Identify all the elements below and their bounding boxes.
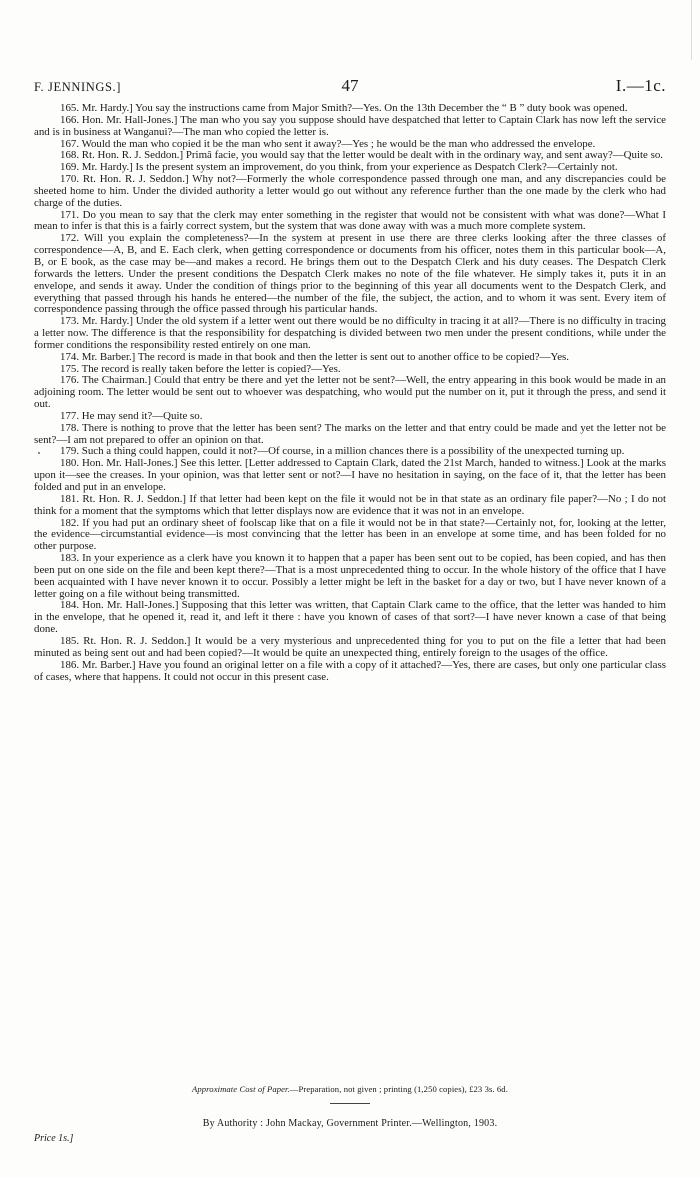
paragraph-171: 171. Do you mean to say that the clerk may enter something in the register that would not be consistent with what was done?—What I mean to infer is that this is a fairly correct system, but the system that was done away with was a much more complete system. — [34, 208, 666, 233]
page-edge — [691, 0, 700, 60]
paragraph-184: 184. Hon. Mr. Hall-Jones.] Supposing that this letter was written, that Captain Clark came to the office, that the letter was handed to him in the envelope, that he opened it, read it, and left it there : have you known of cases of that sort?—I have never known a case of that being done. — [34, 599, 666, 636]
paragraph-185: 185. Rt. Hon. R. J. Seddon.] It would be a very mysterious and unprecedented thing for you to put on the file a letter that had been minuted as being sent out and had been copied?—It would be quite an unexpected thing, entirely foreign to the usages of the office. — [34, 634, 666, 659]
paragraph-175: 175. The record is really taken before the letter is copied?—Yes. — [60, 362, 341, 375]
paper-reference: I.—1c. — [615, 76, 666, 95]
paragraph-180: 180. Hon. Mr. Hall-Jones.] See this letter. [Letter addressed to Captain Clark, dated the 21st March, handed to witness.] Look at the marks upon it—see the creases. In your opinion, was that letter sent or not?—I have no hesitation in saying, on the face of it, that the letter has been folded and put in an envelope. — [34, 457, 666, 493]
cost-label: Approximate Cost of Paper. — [192, 1084, 290, 1094]
page-number: 47 — [341, 76, 359, 95]
paragraph-173: 173. Mr. Hardy.] Under the old system if a letter went out there would be no difficulty in tracing it at all?—There is no difficulty in tracing a letter now. The difference is that the responsibility for despatching is divided between two men under the present conditions, while under the former conditions the responsibility rested entirely on one man. — [34, 315, 666, 351]
paragraph-182: 182. If you had put an ordinary sheet of foolscap like that on a file it would not be in that state?—Certainly not, for, looking at the letter, the evidence—circumstantial evidence—is most convincing that the letter has been in an envelope at some time, and has been folded for no other purpose. — [34, 516, 666, 553]
paragraph-168: 168. Rt. Hon. R. J. Seddon.] Primâ facie, you would say that the letter would be dealt with in the ordinary way, and sent away?—Quite so. — [60, 149, 663, 162]
paragraph-169: 169. Mr. Hardy.] Is the present system an improvement, do you think, from your experience as Despatch Clerk?—Certainly not. — [60, 161, 618, 174]
paragraph-172: 172. Will you explain the completeness?—In the system at present in use there are three clerks looking after the three classes of correspondence—A, B, and E. Each clerk, when getting correspondence or documents from his officer, notes them in this particular book—A, B, or E book, as the case may be—and makes a record. He brings them out to the Despatch Clerk and his duty ceases. The Despatch Clerk forwards the letters. Under the present conditions the Despatch Clerk makes no note of the file whatever. He simply takes it, puts it in an envelope, and sends it away. Under the condition of things prior to the beginning of this year all documents went to the Despatch Clerk, and everything that passed through his hands he entered—the number of the file, the subject, the action, and to whom it was sent. Every item of correspondence passing through the office passed through his particular hands. — [34, 232, 666, 316]
paragraph-178: 178. There is nothing to prove that the letter has been sent? The marks on the letter and that entry could be made and yet the letter not be sent?—I am not prepared to offer an opinion on that. — [34, 421, 666, 446]
paragraph-181: 181. Rt. Hon. R. J. Seddon.] If that letter had been kept on the file it would not be in that state as an ordinary file paper?—No ; I do not think for a moment that the symptoms which that letter displays now are evidence that it was not in an envelope. — [34, 492, 666, 517]
paragraph-174: 174. Mr. Barber.] The record is made in that book and then the letter is sent out to another office to be copied?—Yes. — [60, 350, 570, 363]
price-note: Price 1s.] — [34, 1133, 74, 1144]
paragraph-179: 179. Such a thing could happen, could it not?—Of course, in a million chances there is a possibility of the unexpected turning up. — [60, 445, 625, 458]
paragraph-177: 177. He may send it?—Quite so. — [60, 409, 203, 422]
paragraph-176: 176. The Chairman.] Could that entry be there and yet the letter not be sent?—Well, the entry appearing in this book would be made in an adjoining room. The letter would be sent out to whoever was despatching, who would put the number on it, put it through the press, and send it out. — [34, 374, 666, 411]
paragraph-167: 167. Would the man who copied it be the man who sent it away?—Yes ; he would be the man who addressed the envelope. — [60, 137, 596, 150]
paragraph-170: 170. Rt. Hon. R. J. Seddon.] Why not?—Formerly the whole correspondence passed through one man, and any discrepancies could be sheeted home to him. Under the divided authority a letter would go out without any reference further than the one made by the clerk who had charge of the duties. — [34, 173, 666, 209]
footer-divider — [330, 1103, 370, 1104]
printer-authority: By Authority : John Mackay, Government Printer.—Wellington, 1903. — [202, 1118, 498, 1129]
witness-name: F. JENNINGS.] — [34, 80, 122, 94]
paragraph-183: 183. In your experience as a clerk have you known it to happen that a paper has been sent out to be copied, has been copied, and has then been put on one side on the file and been kept there?—That is a most unprecedented thing to occur. In the whole history of the office that I have been acquainted with I have never known it to occur. Possibly a letter might be left in the basket for a day or two, but I have never known of a letter going on a file without being transmitted. — [34, 552, 666, 600]
paragraph-186: 186. Mr. Barber.] Have you found an original letter on a file with a copy of it attached?—Yes, there are cases, but only one particular class of cases, where that happens. It could not occur in this present case. — [34, 658, 666, 683]
paragraph-165: 165. Mr. Hardy.] You say the instructions came from Major Smith?—Yes. On the 13th December the “ B ” duty book was opened. — [60, 102, 628, 114]
cost-note — [0, 1084, 700, 1094]
cost-text: —Preparation, not given ; printing (1,250 copies), £23 3s. 6d. — [289, 1084, 508, 1094]
page-header — [34, 76, 666, 100]
paragraph-166: 166. Hon. Mr. Hall-Jones.] The man who you say you suppose should have despatched that letter to Captain Clark has now left the service and is in business at Wanganui?—The man who copied the letter is. — [34, 113, 666, 138]
testimony-body — [34, 103, 666, 683]
